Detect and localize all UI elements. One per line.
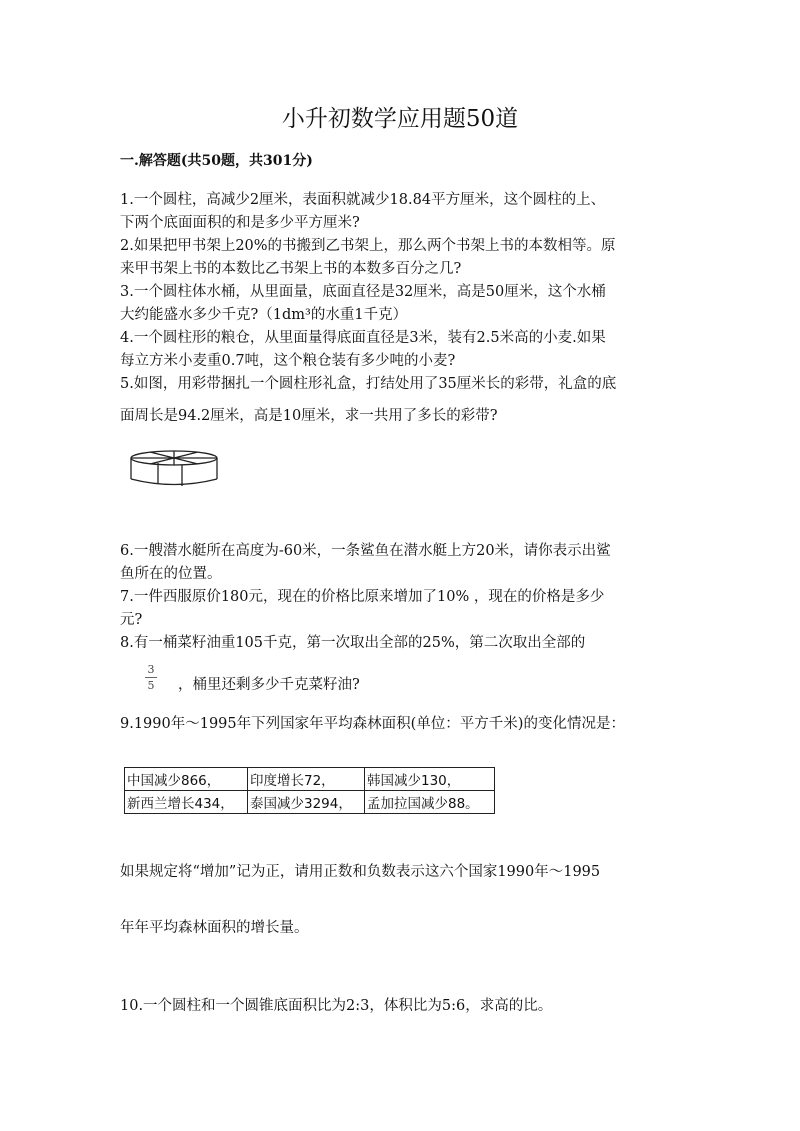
table-cell: 中国减少866， [125,768,248,791]
fraction-numerator: 3 [147,663,155,676]
question-9-line-2: 如果规定将“增加”记为正，请用正数和负数表示这六个国家1990年～1995 [120,864,601,880]
table-row [125,791,495,814]
question-3-line-2: 大约能盛水多少千克?（1dm³的水重1千克） [120,307,408,323]
question-2-line-2: 来甲书架上书的本数比乙书架上书的本数多百分之几? [120,261,462,277]
table-cell: 新西兰增长434， [125,791,248,814]
table-cell: 韩国减少130， [365,768,495,791]
table-cell: 孟加拉国减少88。 [365,791,495,814]
table-cell: 印度增长72， [248,768,365,791]
question-6-line-1: 6.一艘潜水艇所在高度为-60米，一条鲨鱼在潜水艇上方20米，请你表示出鲨 [120,543,611,559]
gift-box-cylinder-figure [126,446,222,490]
table-cell: 泰国减少3294， [248,791,365,814]
question-5-line-2: 面周长是94.2厘米，高是10厘米，求一共用了多长的彩带? [120,408,498,424]
section-heading: 一.解答题(共50题，共301分) [120,153,313,169]
page-title: 小升初数学应用题50道 [281,106,519,132]
question-9-line-3: 年年平均森林面积的增长量。 [120,920,309,936]
question-4-line-2: 每立方米小麦重0.7吨，这个粮仓装有多少吨的小麦? [120,353,456,369]
question-7-line-1: 7.一件西服原价180元，现在的价格比原来增加了10% ，现在的价格是多少 [120,589,605,605]
question-8-line-1: 8.有一桶菜籽油重105千克，第一次取出全部的25%，第二次取出全部的 [120,635,586,651]
table-row [125,768,495,791]
question-8-line-2: ，桶里还剩多少千克菜籽油? [178,677,360,693]
question-9-line-1: 9.1990年～1995年下列国家年平均森林面积(单位：平方千米)的变化情况是： [120,716,625,732]
question-6-line-2: 鱼所在的位置。 [120,566,222,582]
question-10: 10.一个圆柱和一个圆锥底面积比为2:3，体积比为5:6，求高的比。 [120,998,553,1014]
forest-area-table [124,767,495,814]
question-1-line-1: 1.一个圆柱，高减少2厘米，表面积就减少18.84平方厘米，这个圆柱的上、 [120,192,606,208]
fraction-three-fifths [145,663,157,692]
question-2-line-1: 2.如果把甲书架上20%的书搬到乙书架上，那么两个书架上书的本数相等。原 [120,238,616,254]
question-4-line-1: 4.一个圆柱形的粮仓，从里面量得底面直径是3米，装有2.5米高的小麦.如果 [120,330,606,346]
question-3-line-1: 3.一个圆柱体水桶，从里面量，底面直径是32厘米，高是50厘米，这个水桶 [120,284,606,300]
question-5-line-1: 5.如图，用彩带捆扎一个圆柱形礼盒，打结处用了35厘米长的彩带，礼盒的底 [120,376,617,392]
fraction-bar [145,677,157,678]
fraction-denominator: 5 [147,679,155,692]
question-1-line-2: 下两个底面面积的和是多少平方厘米? [120,215,360,231]
question-7-line-2: 元? [120,612,143,628]
